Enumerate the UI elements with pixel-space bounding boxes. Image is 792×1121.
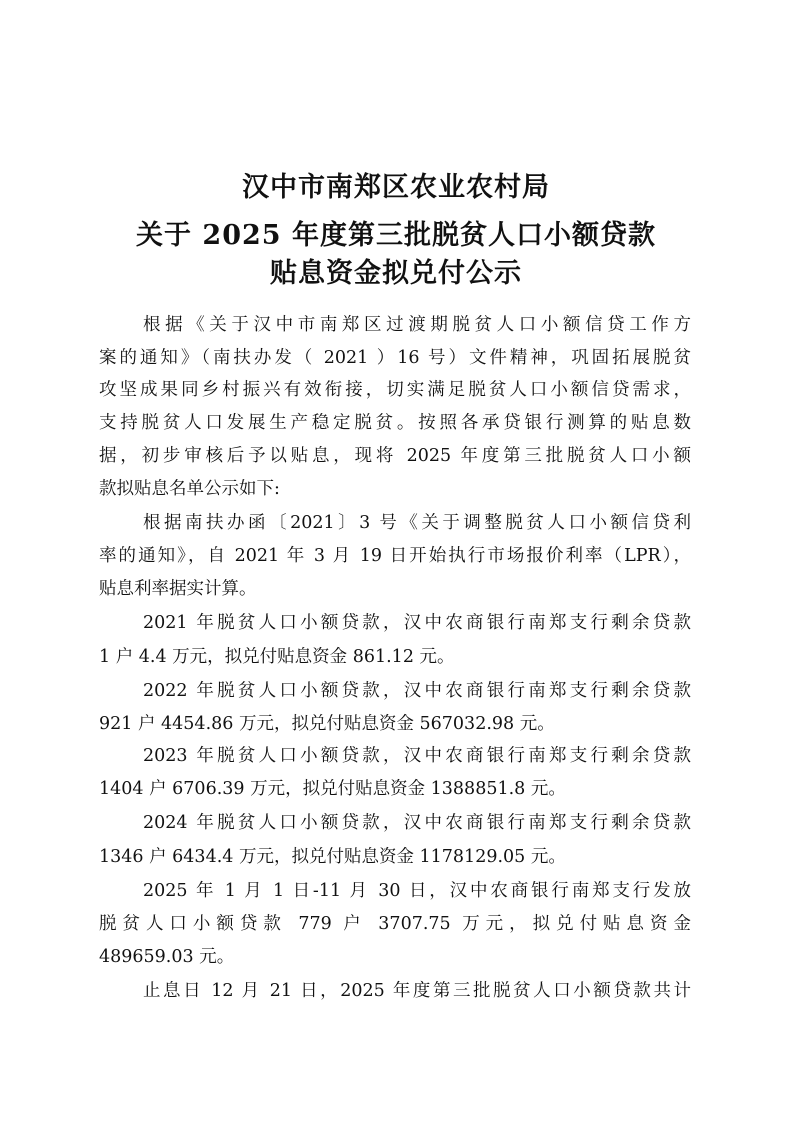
paragraph-1-line-2: 案的通知》（南扶办发（ 2021 ）16 号）文件精神，巩固拓展脱贫 — [99, 348, 691, 368]
title-line-2: 关于 2025 年度第三批脱贫人口小额贷款 — [136, 220, 656, 251]
paragraph-2-line-2: 率的通知》，自 2021 年 3 月 19 日开始执行市场报价利率（LPR）， — [99, 546, 691, 566]
title-line-1: 汉中市南郑区农业农村局 — [242, 172, 550, 203]
paragraph-4-line-1: 2022 年脱贫人口小额贷款，汉中农商银行南郑支行剩余贷款 — [143, 681, 691, 701]
paragraph-8-line-1: 止息日 12 月 21 日，2025 年度第三批脱贫人口小额贷款共计 — [143, 981, 691, 1001]
paragraph-4-line-2: 921 户 4454.86 万元，拟兑付贴息资金 567032.98 元。 — [99, 714, 555, 734]
paragraph-5-line-1: 2023 年脱贫人口小额贷款，汉中农商银行南郑支行剩余贷款 — [143, 746, 691, 766]
paragraph-6-line-1: 2024 年脱贫人口小额贷款，汉中农商银行南郑支行剩余贷款 — [143, 813, 691, 833]
paragraph-7-line-3: 489659.03 元。 — [99, 947, 235, 967]
title-line-3: 贴息资金拟兑付公示 — [270, 258, 522, 289]
paragraph-2-line-3: 贴息利率据实计算。 — [99, 579, 257, 599]
paragraph-3-line-2: 1 户 4.4 万元，拟兑付贴息资金 861.12 元。 — [99, 647, 455, 667]
paragraph-7-line-2: 脱贫人口小额贷款 779 户 3707.75 万元，拟兑付贴息资金 — [99, 914, 691, 934]
paragraph-1-line-3: 攻坚成果同乡村振兴有效衔接，切实满足脱贫人口小额信贷需求， — [99, 380, 691, 400]
paragraph-1-line-5: 据，初步审核后予以贴息，现将 2025 年度第三批脱贫人口小额 — [99, 446, 691, 466]
paragraph-5-line-2: 1404 户 6706.39 万元，拟兑付贴息资金 1388851.8 元。 — [99, 779, 566, 799]
paragraph-2-line-1: 根据南扶办函〔2021〕3 号《关于调整脱贫人口小额信贷利 — [143, 513, 691, 533]
paragraph-1-line-1: 根据《关于汉中市南郑区过渡期脱贫人口小额信贷工作方 — [143, 315, 691, 335]
paragraph-1-line-4: 支持脱贫人口发展生产稳定脱贫。按照各承贷银行测算的贴息数 — [99, 413, 691, 433]
paragraph-6-line-2: 1346 户 6434.4 万元，拟兑付贴息资金 1178129.05 元。 — [99, 847, 566, 867]
paragraph-3-line-1: 2021 年脱贫人口小额贷款，汉中农商银行南郑支行剩余贷款 — [143, 613, 691, 633]
paragraph-7-line-1: 2025 年 1 月 1 日-11 月 30 日，汉中农商银行南郑支行发放 — [143, 881, 691, 901]
paragraph-1-line-6: 款拟贴息名单公示如下: — [99, 479, 280, 499]
